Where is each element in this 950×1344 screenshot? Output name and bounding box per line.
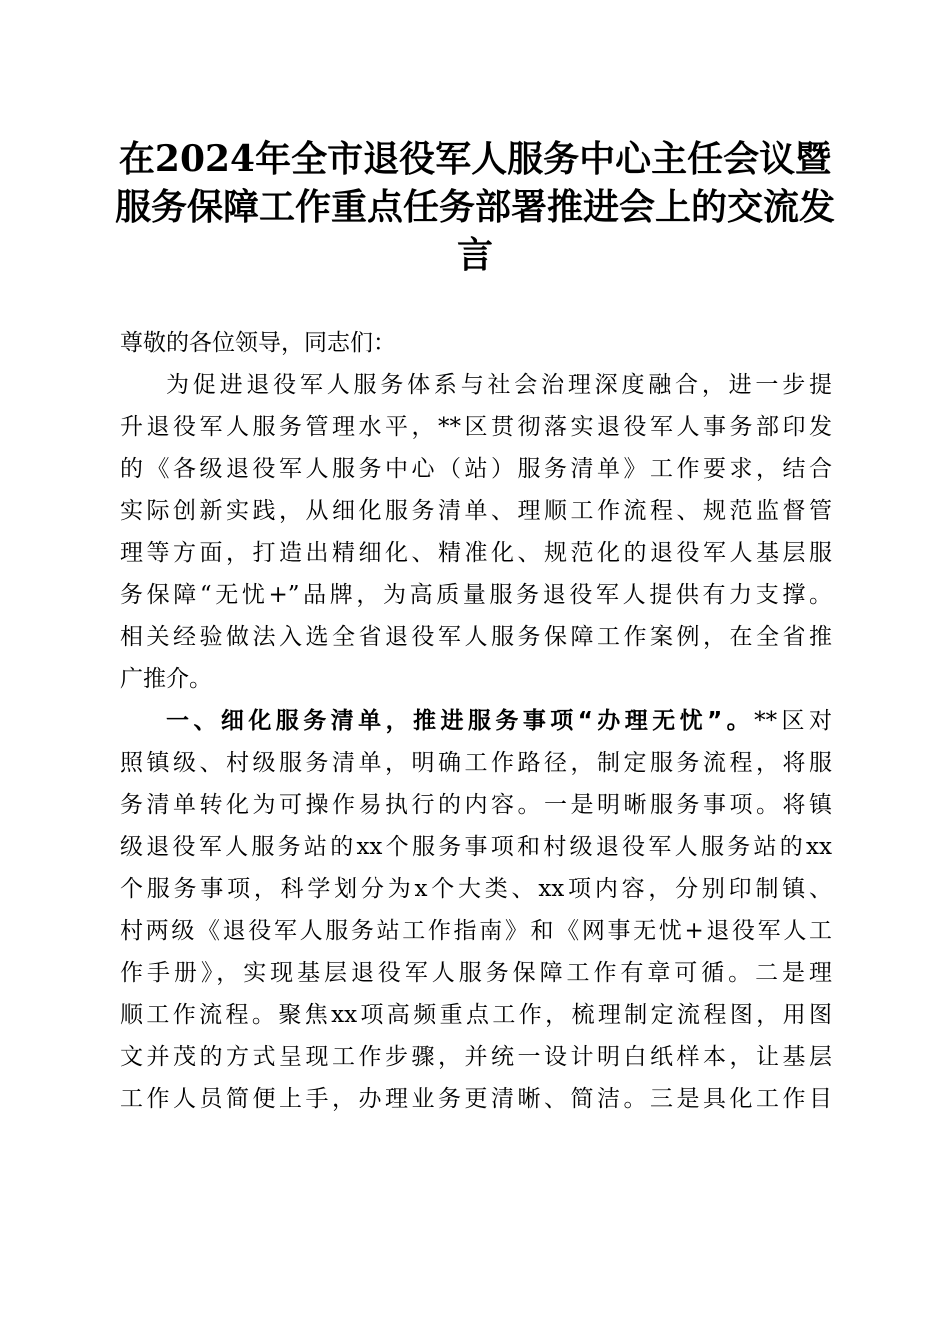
paragraph-line: 升退役军人服务管理水平，**区贯彻落实退役军人事务部印发 [120,414,832,440]
paragraph-line: 实际创新实践，从细化服务清单、理顺工作流程、规范监督管 [120,498,832,524]
paragraph-line: 广推介。 [120,666,212,692]
paragraph-line: 务清单转化为可操作易执行的内容。一是明晰服务事项。将镇 [120,792,832,818]
section-1 [120,700,832,1120]
paragraph-line: 务保障“无忧+”品牌，为高质量服务退役军人提供有力支撑。 [120,582,832,608]
title-line-1: 在2024年全市退役军人服务中心主任会议暨 [118,138,832,180]
document-title [110,135,840,279]
paragraph-line: 为促进退役军人服务体系与社会治理深度融合，进一步提 [166,372,832,398]
paragraph-line: 顺工作流程。聚焦xx项高频重点工作，梳理制定流程图，用图 [120,1002,832,1028]
salutation: 尊敬的各位领导，同志们： [120,330,396,356]
section-1-first-rest: **区对 [754,708,833,734]
title-line-2: 服务保障工作重点任务部署推进会上的交流发 [114,186,835,228]
paragraph-line: 照镇级、村级服务清单，明确工作路径，制定服务流程，将服 [120,750,832,776]
section-1-heading: 一、细化服务清单，推进服务事项“办理无忧”。 [166,708,755,734]
paragraph-line: 个服务事项，科学划分为x个大类、xx项内容，分别印制镇、 [120,876,832,902]
paragraph-line: 级退役军人服务站的xx个服务事项和村级退役军人服务站的xx [120,834,832,860]
paragraph-line: 理等方面，打造出精细化、精准化、规范化的退役军人基层服 [120,540,832,566]
paragraph-line: 文并茂的方式呈现工作步骤，并统一设计明白纸样本，让基层 [120,1044,832,1070]
paragraph-line: 工作人员简便上手，办理业务更清晰、简洁。三是具化工作目 [120,1086,832,1112]
paragraph-line: 相关经验做法入选全省退役军人服务保障工作案例，在全省推 [120,624,832,650]
paragraph-line: 作手册》，实现基层退役军人服务保障工作有章可循。二是理 [120,960,832,986]
document-body [120,322,832,1120]
title-line-3: 言 [456,234,493,276]
paragraph-intro [120,364,832,700]
paragraph-line: 的《各级退役军人服务中心（站）服务清单》工作要求，结合 [120,456,832,482]
paragraph-line: 村两级《退役军人服务站工作指南》和《网事无忧+退役军人工 [120,918,832,944]
section-1-first-line [120,700,832,742]
